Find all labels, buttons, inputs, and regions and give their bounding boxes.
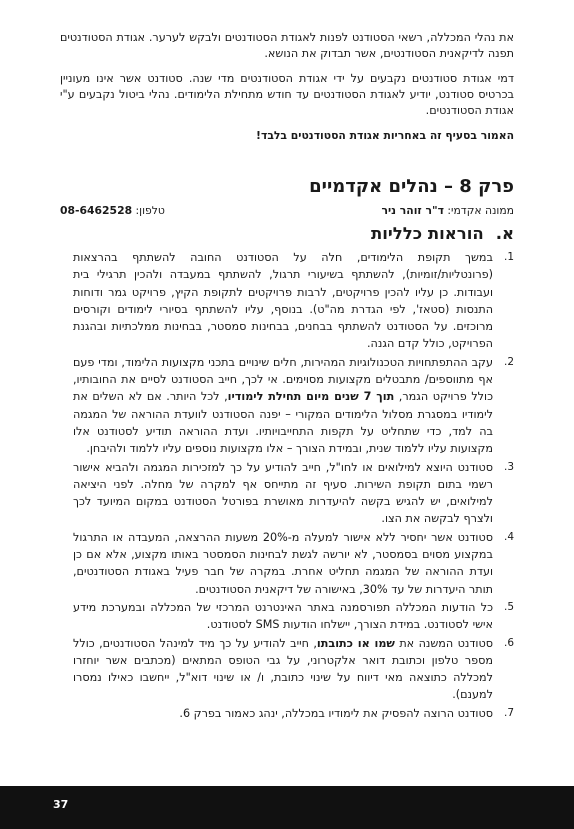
item-number: 6. <box>503 636 514 649</box>
item-text: במשך תקופת הלימודים, חלה על הסטודנט החובה להשתתף בהרצאות (פרונטליות/זומיות), להשתתף בשיעורי תרגול, להשתתף במעבדה ולהכין תרגילי בית ועבודות. כן עליו להכין פרויקטים, לרבות פרויקטים לתקופת הקיץ, פרויקט גמר ודוחות התנסות (סטאז', לפי הגדרת מה"ט). בנוסף, עליו להשתתף בסיורי לימודים וקורסים מרוכזים. על הסטודנט להשתתף בבחנים, בבחינות סמסטר, בבחינות ממלכתיות ובהגנת הפרויקט, כולל קדם הגנה. <box>73 251 493 351</box>
list-item <box>73 705 514 722</box>
item-text: , לכל היותר. אם לא השלים את לימודיו במסגרת מסלול הלימודים המקורי – יפנה הסטודנט לוועדת ההוראה של המגמה בה למד, כדי שתחליט על תקפות התחייבויותיו. ועדת ההוראה תודיע לסטודנט אלו מקצועות עליו ללמוד שנית, ובמידת הצורך – אלו מקצועות נוספים עליו ללמוד ולהיבחן. <box>73 390 493 456</box>
chapter-title: פרק 8 – נהלים אקדמיים <box>309 176 514 197</box>
page-footer <box>0 786 574 829</box>
phone-label: טלפון: <box>135 204 165 217</box>
item-number: 3. <box>503 460 514 473</box>
general-instructions-list <box>73 249 514 723</box>
item-number: 4. <box>503 530 514 543</box>
item-text: סטודנט הרוצה להפסיק את לימודיו במכללה, ינהג כאמור בפרק 6. <box>179 706 493 720</box>
intro-paragraph-1: את נהלי המכללה, רשאי הסטודנט לפנות לאגודת הסטודנטים ולבקש לערער. אגודת הסטודנטים תפנה לדיקאנית הסטודנטים, אשר תבדוק את הנושא. <box>60 31 514 61</box>
page-number: 37 <box>53 798 69 811</box>
section-letter: א. <box>495 224 514 243</box>
list-item <box>73 249 514 353</box>
section-heading <box>371 224 514 244</box>
item-bold-text: תוך 7 שנים מיום תחילת לימודיו <box>227 390 395 404</box>
phone-value: 08-6462528 <box>60 204 133 217</box>
list-item <box>73 354 514 458</box>
item-bold-text: שמו או כתובתו <box>316 636 395 650</box>
item-number: 5. <box>503 600 514 613</box>
list-item <box>73 599 514 634</box>
responsibility-note: האמור בסעיף זה באחריות אגודת הסטודנטים בלבד! <box>256 129 514 143</box>
academic-manager <box>381 204 514 218</box>
item-number: 1. <box>503 251 514 263</box>
list-item <box>73 635 514 704</box>
intro-paragraph-2: דמי אגודת סטודנטים נקבעים על ידי אגודת הסטודנטים מדי שנה. סטודנט אשר אינו מעוניין בכרטיס סטודנט, יודיע לאגודת הסטודנטים עד חודש מתחילת הלימודים. נהלי ביטול נקבעים ע"י אגודת הסטודנטים. <box>60 71 514 118</box>
list-item <box>73 529 514 598</box>
list-item <box>73 459 514 528</box>
manager-label: ממונה אקדמי: <box>447 204 514 217</box>
section-title: הוראות כלליות <box>370 224 484 243</box>
phone-info <box>60 204 165 218</box>
item-number: 7. <box>503 706 514 719</box>
manager-name: ד"ר זוהר ניר <box>381 204 444 217</box>
intro-block <box>60 30 514 143</box>
item-text: סטודנט היוצא למילואים או לחו"ל, חייב להודיע על כך למזכירות המגמה ולהביא אישור רשמי בתום תקופת השירות. סעיף זה מתייחס אף למקרה של מחלה. לפני היציאה למילואים, יש להגיש בקשה להיעדרות מאושרת בפורטל הסטודנט במקום המיועד לכך ולצרף לבקשה את הצו. <box>73 460 493 526</box>
item-text: , חייב להודיע על כך מיד למינהל הסטודנטים, כולל מספר טלפון וכתובת דואר אלקטרוני, על גבי הטופס המתאים (מכתבים אשר יוחזרו למכללה כתוצאה מאי דיווח על שינוי כתובת, ו/ או שינוי דוא"ל, ייחשבו כאילו נמסרו למענם). <box>73 636 493 702</box>
item-text: סטודנט אשר יחסיר ללא אישור למעלה מ-20% משעות ההרצאה, המעבדה או התרגול במקצוע מסוים בסמסטר, לא יורשה לגשת לבחינות הסמסטר באותו מקצוע, אלא אם כן ועדת ההוראה של המגמה תחליט אחרת. במקרה של חבר פעיל באגודת הסטודנטים, תותר היעדרות של עד 30%, באישורה של דיקאנית הסטודנטים. <box>73 530 493 596</box>
item-text: כל הודעות המכללה תפורסמנה באתר האינטרנט המרכזי של המכללה ובמערכת מידע אישי לסטודנט. במידת הצורך, יישלחו הודעות SMS לסטודנט. <box>73 600 493 632</box>
item-number: 2. <box>503 355 514 368</box>
item-text: סטודנט המשנה את <box>394 636 493 650</box>
item-text: עקב ההתפתחויות הטכנולוגיות המהירות, חלים שינויים בתכני מקצועות הלימוד, ומדי פעם אף מתווספים/ מתבטלים מקצועות מסוימים. אי לכך, חייב הסטודנט לסיים את החובותיו, כולל פרויקט הגמר, <box>73 355 494 404</box>
